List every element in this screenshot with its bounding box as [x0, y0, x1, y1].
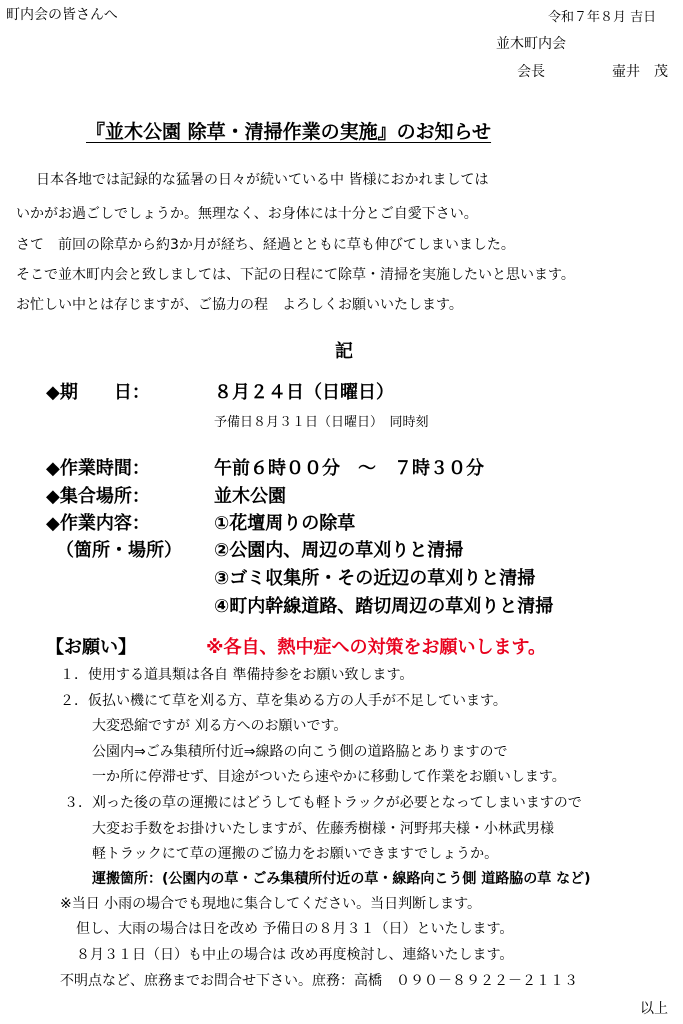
date: 令和７年８月 吉日 — [548, 10, 657, 25]
intro-line: お忙しい中とは存じますが、ご協力の程 よろしくお願いいたします。 — [16, 297, 463, 313]
request-item: 一か所に停滞せず、目途がついたら速やかに移動して作業をお願いします。 — [92, 769, 566, 785]
time-value: 午前６時００分 ～ ７時３０分 — [214, 458, 484, 479]
heatstroke-warning: ※各自、熱中症への対策をお願いします。 — [206, 637, 547, 658]
reserve-date: 予備日８月３１日（日曜日） 同時刻 — [214, 415, 429, 430]
chair-role: 会長 — [517, 64, 545, 80]
addressee: 町内会の皆さんへ — [6, 7, 118, 23]
content-label: ◆作業内容： — [46, 513, 150, 534]
time-label: ◆作業時間： — [46, 458, 150, 479]
organization: 並木町内会 — [496, 36, 566, 52]
note-line: ８月３１日（日）も中止の場合は 改め再度検討し、連絡いたします。 — [76, 947, 514, 963]
intro-line: いかがお過ごしでしょうか。無理なく、お身体には十分とご自愛下さい。 — [16, 206, 478, 222]
requests-heading: 【お願い】 — [46, 637, 136, 658]
date-label: ◆期 日： — [46, 382, 150, 403]
request-item: １．使用する道具類は各自 準備持参をお願い致します。 — [60, 667, 414, 683]
content-item: ②公園内、周辺の草刈りと清掃 — [214, 540, 464, 561]
chair-name: 壷井 茂 — [612, 64, 668, 80]
content-sublabel: （箇所・場所） — [56, 540, 182, 561]
content-item: ④町内幹線道路、踏切周辺の草刈りと清掃 — [214, 596, 554, 617]
page-title: 『並木公園 除草・清掃作業の実施』のお知らせ — [86, 121, 492, 143]
intro-line: そこで並木町内会と致しましては、下記の日程にて除草・清掃を実施したいと思います。 — [16, 267, 575, 283]
ki-heading: 記 — [335, 341, 353, 362]
note-line: 但し、大雨の場合は日を改め 予備日の８月３１（日）といたします。 — [76, 921, 514, 937]
content-item: ③ゴミ収集所・その近辺の草刈りと清掃 — [214, 568, 536, 589]
contact-line: 不明点など、庶務までお問合せ下さい。庶務：高橋 ０９０－８９２２－２１１３ — [60, 973, 578, 989]
request-item: 大変お手数をお掛けいたしますが、佐藤秀樹様・河野邦夫様・小林武男様 — [92, 821, 554, 837]
place-label: ◆集合場所： — [46, 486, 150, 507]
place-value: 並木公園 — [214, 486, 286, 507]
closing: 以上 — [640, 1001, 668, 1017]
intro-line: さて 前回の除草から約3か月が経ち、経過とともに草も伸びてしまいました。 — [16, 237, 515, 253]
request-item: 軽トラックにて草の運搬のご協力をお願いできますでしょうか。 — [92, 846, 499, 862]
transport-locations: 運搬箇所：(公園内の草・ごみ集積所付近の草・線路向こう側 道路脇の草 など) — [92, 871, 591, 887]
date-value: ８月２４日（日曜日） — [214, 382, 394, 403]
request-item: 大変恐縮ですが 刈る方へのお願いです。 — [92, 718, 348, 734]
request-item: 公園内⇒ごみ集積所付近⇒線路の向こう側の道路脇とありますので — [92, 744, 508, 760]
content-item: ①花壇周りの除草 — [214, 513, 356, 534]
intro-line: 日本各地では記録的な猛暑の日々が続いている中 皆様におかれましては — [36, 172, 489, 188]
request-item: ３．刈った後の草の運搬にはどうしても軽トラックが必要となってしまいますので — [64, 795, 582, 811]
request-item: ２．仮払い機にて草を刈る方、草を集める方の人手が不足しています。 — [60, 693, 507, 709]
note-line: ※当日 小雨の場合でも現地に集合してください。当日判断します。 — [60, 896, 482, 912]
